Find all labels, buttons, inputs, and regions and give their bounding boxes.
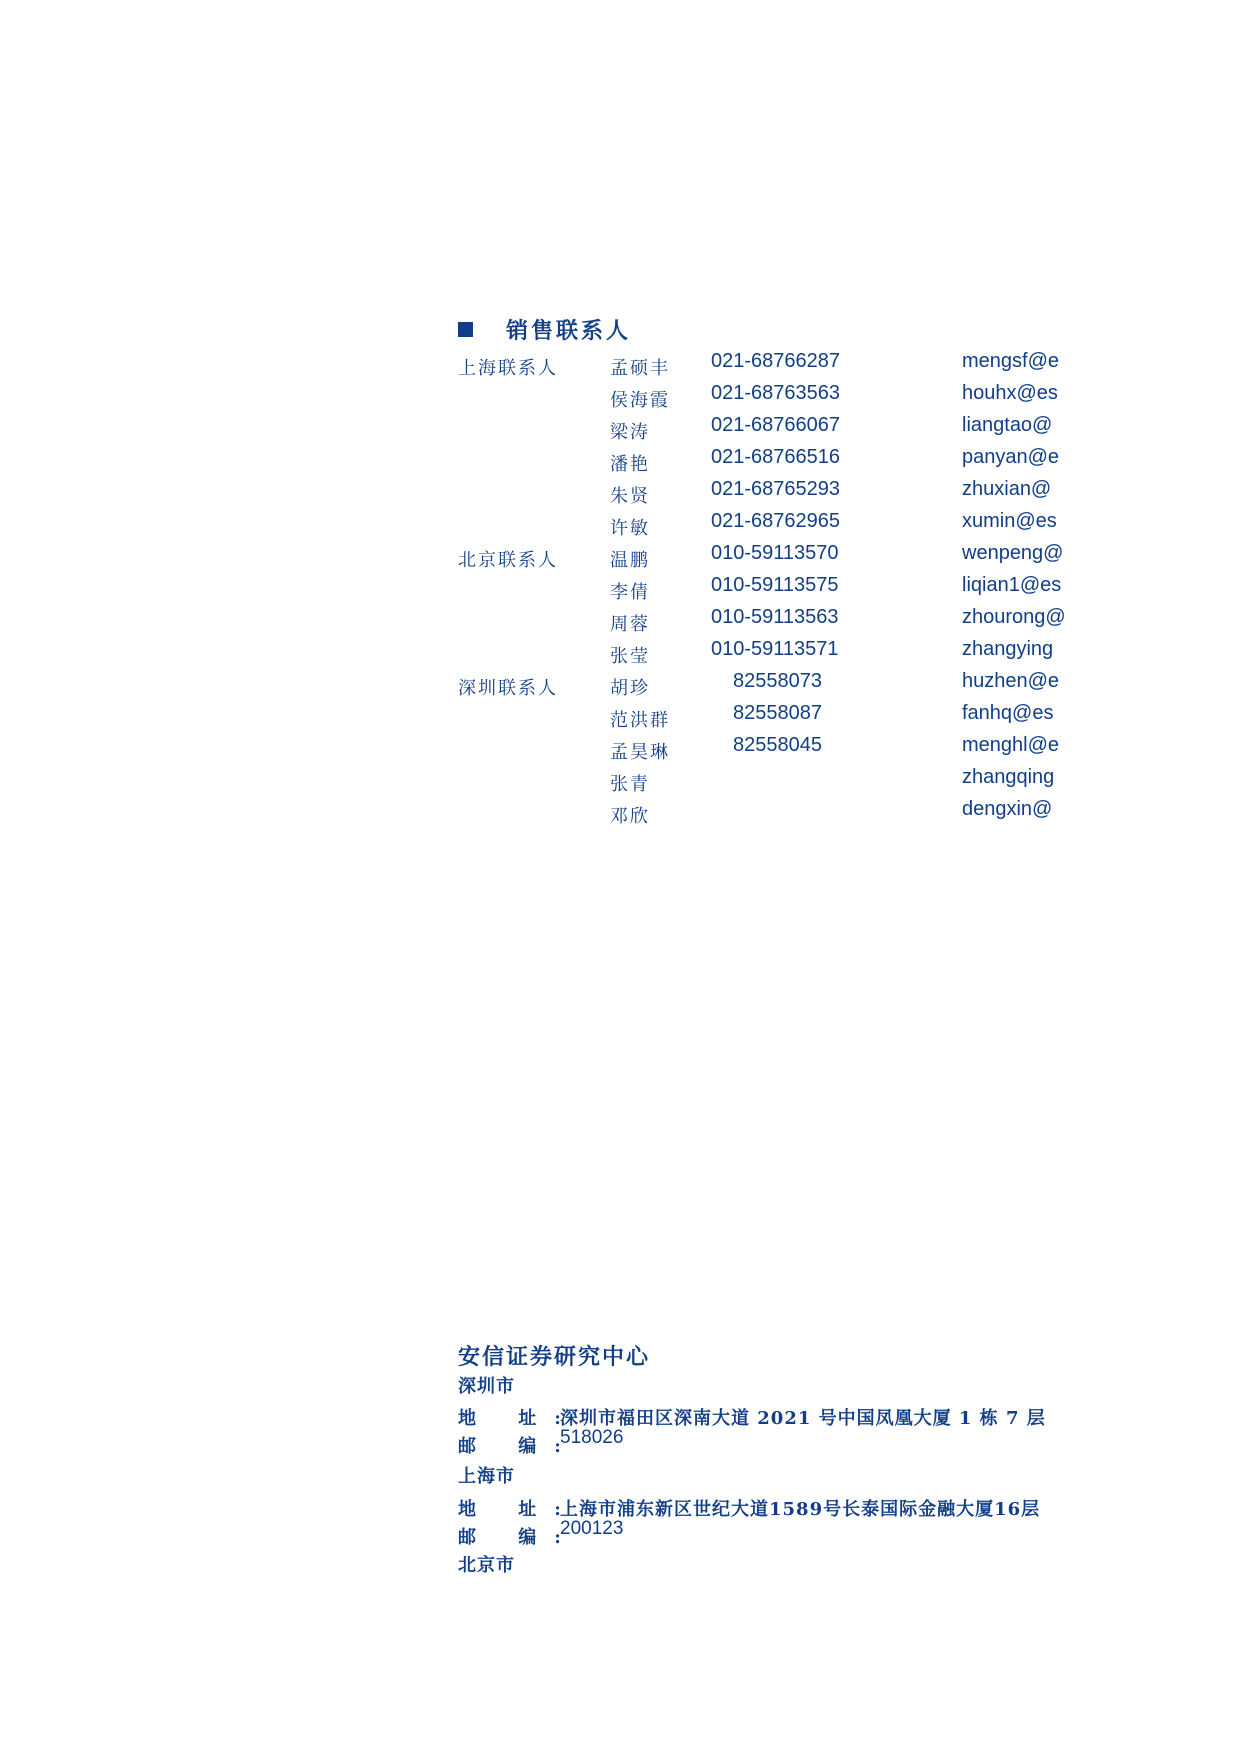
contact-row xyxy=(458,510,1078,542)
contact-email[interactable]: houhx@es xyxy=(962,382,1058,404)
contact-row xyxy=(458,382,1078,414)
contact-email[interactable]: zhangying xyxy=(962,638,1054,660)
contact-email[interactable]: wenpeng@ xyxy=(962,542,1064,564)
contact-email[interactable]: zhangqing xyxy=(962,766,1055,788)
contact-name: 胡珍 xyxy=(610,678,650,699)
contact-name: 潘艳 xyxy=(610,454,650,475)
contact-name: 侯海霞 xyxy=(610,390,670,411)
section-header xyxy=(458,314,631,344)
postcode-label-shanghai: 邮 编: xyxy=(458,1527,579,1548)
postcode-label-shenzhen: 邮 编: xyxy=(458,1436,579,1457)
postcode-shanghai: 200123 xyxy=(560,1518,624,1539)
contact-name: 张莹 xyxy=(610,646,650,667)
contact-row xyxy=(458,478,1078,510)
address-shenzhen: 深圳市福田区深南大道 2021 号中国凤凰大厦 1 栋 7 层 xyxy=(560,1408,1046,1429)
contact-region: 深圳联系人 xyxy=(458,678,558,699)
contact-email[interactable]: menghl@e xyxy=(962,734,1060,756)
contact-name: 范洪群 xyxy=(610,710,670,731)
city-beijing: 北京市 xyxy=(458,1555,515,1576)
contact-phone: 82558087 xyxy=(733,702,822,724)
contact-name: 孟硕丰 xyxy=(610,358,670,379)
contact-email[interactable]: liqian1@es xyxy=(962,574,1062,596)
contact-region: 北京联系人 xyxy=(458,550,558,571)
contact-name: 李倩 xyxy=(610,582,650,603)
contact-row xyxy=(458,702,1078,734)
contact-name: 邓欣 xyxy=(610,806,650,827)
contact-phone: 010-59113563 xyxy=(711,606,839,628)
content-area xyxy=(450,300,1066,1576)
contact-row xyxy=(458,798,1078,830)
contact-name: 梁涛 xyxy=(610,422,650,443)
contact-row xyxy=(458,574,1078,606)
contact-name: 朱贤 xyxy=(610,486,650,507)
contact-phone: 021-68766067 xyxy=(711,414,841,436)
contact-email[interactable]: xumin@es xyxy=(962,510,1057,532)
section-title: 销售联系人 xyxy=(506,317,632,344)
contact-phone: 021-68766287 xyxy=(711,350,841,372)
contact-email[interactable]: panyan@e xyxy=(962,446,1060,468)
contact-row xyxy=(458,638,1078,670)
contact-name: 温鹏 xyxy=(610,550,650,571)
contact-phone: 82558045 xyxy=(733,734,822,756)
contact-row xyxy=(458,670,1078,702)
contact-row xyxy=(458,414,1078,446)
contact-phone: 021-68763563 xyxy=(711,382,841,404)
contact-phone: 010-59113575 xyxy=(711,574,839,596)
contact-name: 许敏 xyxy=(610,518,650,539)
contact-row xyxy=(458,542,1078,574)
bullet-square-icon xyxy=(458,322,473,337)
contact-name: 周蓉 xyxy=(610,614,650,635)
contact-phone: 021-68765293 xyxy=(711,478,841,500)
contact-row xyxy=(458,734,1078,766)
contact-row xyxy=(458,350,1078,382)
address-shanghai: 上海市浦东新区世纪大道1589号长泰国际金融大厦16层 xyxy=(560,1499,1041,1520)
contact-row xyxy=(458,766,1078,798)
contact-phone: 82558073 xyxy=(733,670,822,692)
contact-email[interactable]: zhourong@ xyxy=(962,606,1066,628)
contact-email[interactable]: dengxin@ xyxy=(962,798,1053,820)
contact-email[interactable]: mengsf@e xyxy=(962,350,1060,372)
contact-email[interactable]: huzhen@e xyxy=(962,670,1060,692)
contact-row xyxy=(458,446,1078,478)
contact-phone: 021-68766516 xyxy=(711,446,841,468)
contact-phone: 010-59113570 xyxy=(711,542,839,564)
contact-email[interactable]: zhuxian@ xyxy=(962,478,1052,500)
contact-email[interactable]: liangtao@ xyxy=(962,414,1053,436)
contact-phone: 021-68762965 xyxy=(711,510,841,532)
city-shenzhen: 深圳市 xyxy=(458,1376,515,1397)
contact-name: 孟昊琳 xyxy=(610,742,670,763)
contact-row xyxy=(458,606,1078,638)
org-name: 安信证券研究中心 xyxy=(458,1344,651,1370)
contact-region: 上海联系人 xyxy=(458,358,558,379)
contact-email[interactable]: fanhq@es xyxy=(962,702,1054,724)
address-label-shenzhen: 地 址: xyxy=(458,1408,579,1429)
contact-name: 张青 xyxy=(610,774,650,795)
contact-phone: 010-59113571 xyxy=(711,638,839,660)
postcode-shenzhen: 518026 xyxy=(560,1427,624,1448)
city-shanghai: 上海市 xyxy=(458,1466,515,1487)
address-label-shanghai: 地 址: xyxy=(458,1499,579,1520)
